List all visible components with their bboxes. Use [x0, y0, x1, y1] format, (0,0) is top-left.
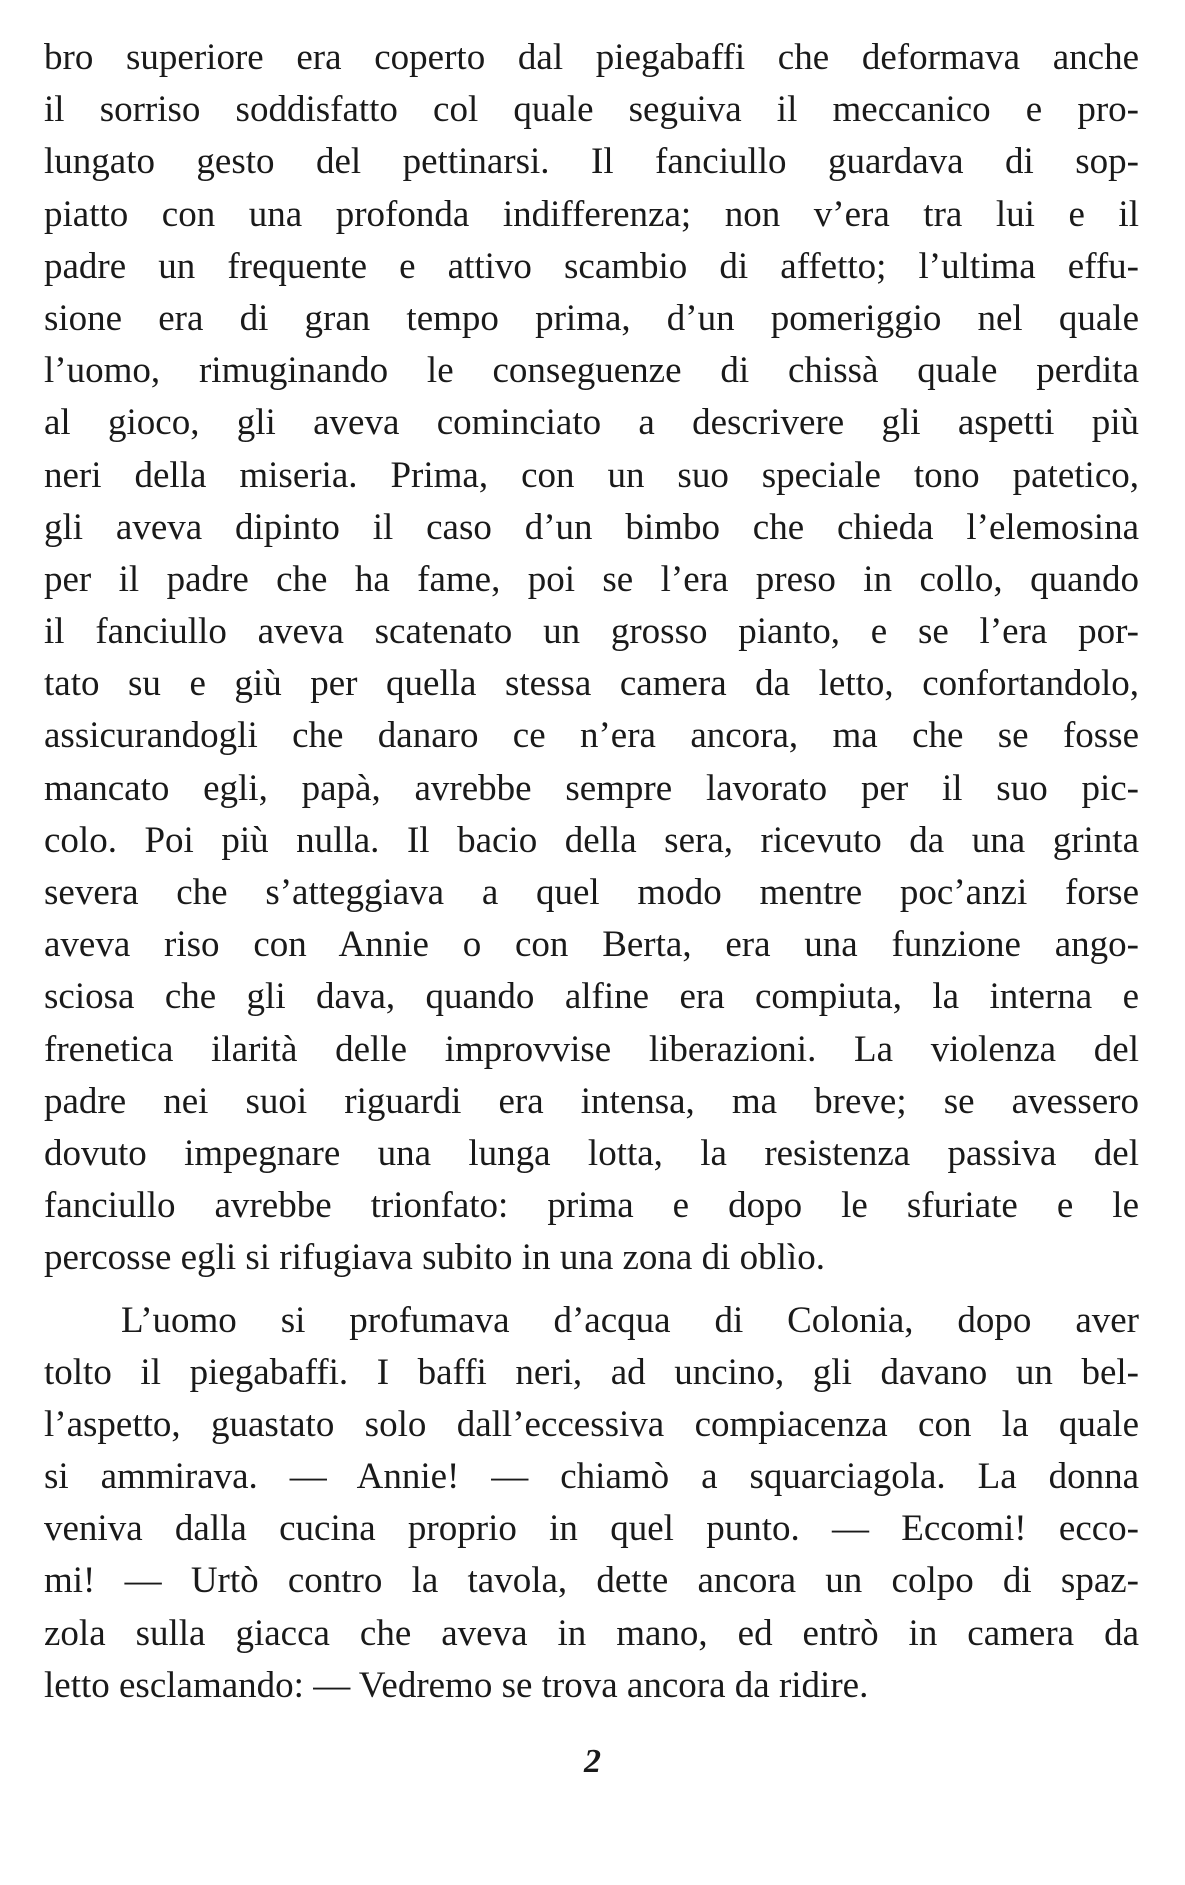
text-line: padre nei suoi riguardi era intensa, ma breve; se avessero: [44, 1080, 1139, 1122]
text-line: sciosa che gli dava, quando alfine era compiuta, la interna e: [44, 976, 1139, 1018]
text-line: piatto con una profonda indifferenza; non v’era tra lui e il: [44, 193, 1139, 235]
text-line: aveva riso con Annie o con Berta, era una funzione ango-: [44, 924, 1139, 966]
text-line: padre un frequente e attivo scambio di affetto; l’ultima effu-: [44, 245, 1139, 287]
text-line: al gioco, gli aveva cominciato a descrivere gli aspetti più: [44, 402, 1139, 444]
text-line: mancato egli, papà, avrebbe sempre lavorato per il suo pic-: [44, 767, 1139, 809]
text-line: l’aspetto, guastato solo dall’eccessiva compiacenza con la quale: [44, 1403, 1139, 1445]
body-text: [44, 32, 1139, 1712]
text-line: sione era di gran tempo prima, d’un pomeriggio nel quale: [44, 297, 1139, 339]
text-line: L’uomo si profumava d’acqua di Colonia, dopo aver: [121, 1299, 1139, 1341]
paragraph-2: [44, 1295, 1139, 1713]
text-line: tolto il piegabaffi. I baffi neri, ad uncino, gli davano un bel-: [44, 1351, 1139, 1393]
text-line: letto esclamando: — Vedremo se trova ancora da ridire.: [44, 1664, 869, 1706]
text-line: lungato gesto del pettinarsi. Il fanciullo guardava di sop-: [44, 141, 1139, 183]
text-line: si ammirava. — Annie! — chiamò a squarciagola. La donna: [44, 1456, 1139, 1498]
text-line: colo. Poi più nulla. Il bacio della sera, ricevuto da una grinta: [44, 819, 1139, 861]
text-line: severa che s’atteggiava a quel modo mentre poc’anzi forse: [44, 872, 1139, 913]
text-line: per il padre che ha fame, poi se l’era preso in collo, quando: [44, 558, 1139, 600]
text-line: fanciullo avrebbe trionfato: prima e dopo le sfuriate e le: [44, 1185, 1139, 1227]
text-line: bro superiore era coperto dal piegabaffi che deformava anche: [44, 37, 1139, 78]
text-line: il fanciullo aveva scatenato un grosso pianto, e se l’era por-: [44, 611, 1139, 653]
text-line: gli aveva dipinto il caso d’un bimbo che chieda l’elemosina: [44, 506, 1139, 548]
text-line: il sorriso soddisfatto col quale seguiva il meccanico e pro-: [44, 89, 1139, 131]
text-line: zola sulla giacca che aveva in mano, ed entrò in camera da: [44, 1612, 1139, 1654]
text-line: assicurandogli che danaro ce n’era ancora, ma che se fosse: [44, 715, 1139, 757]
text-line: mi! — Urtò contro la tavola, dette ancora un colpo di spaz-: [44, 1560, 1139, 1602]
paragraph-gap: [44, 1285, 1139, 1295]
text-line: neri della miseria. Prima, con un suo speciale tono patetico,: [44, 454, 1139, 496]
text-line: frenetica ilarità delle improvvise liberazioni. La violenza del: [44, 1028, 1139, 1070]
text-line: dovuto impegnare una lunga lotta, la resistenza passiva del: [44, 1132, 1139, 1174]
text-line: percosse egli si rifugiava subito in una zona di oblìo.: [44, 1237, 825, 1279]
paragraph-1: [44, 32, 1139, 1285]
text-line: tato su e giù per quella stessa camera da letto, confortandolo,: [44, 663, 1139, 705]
page-number: 2: [584, 1743, 601, 1780]
text-line: veniva dalla cucina proprio in quel punto. — Eccomi! ecco-: [44, 1508, 1139, 1550]
text-line: l’uomo, rimuginando le conseguenze di chissà quale perdita: [44, 350, 1139, 392]
